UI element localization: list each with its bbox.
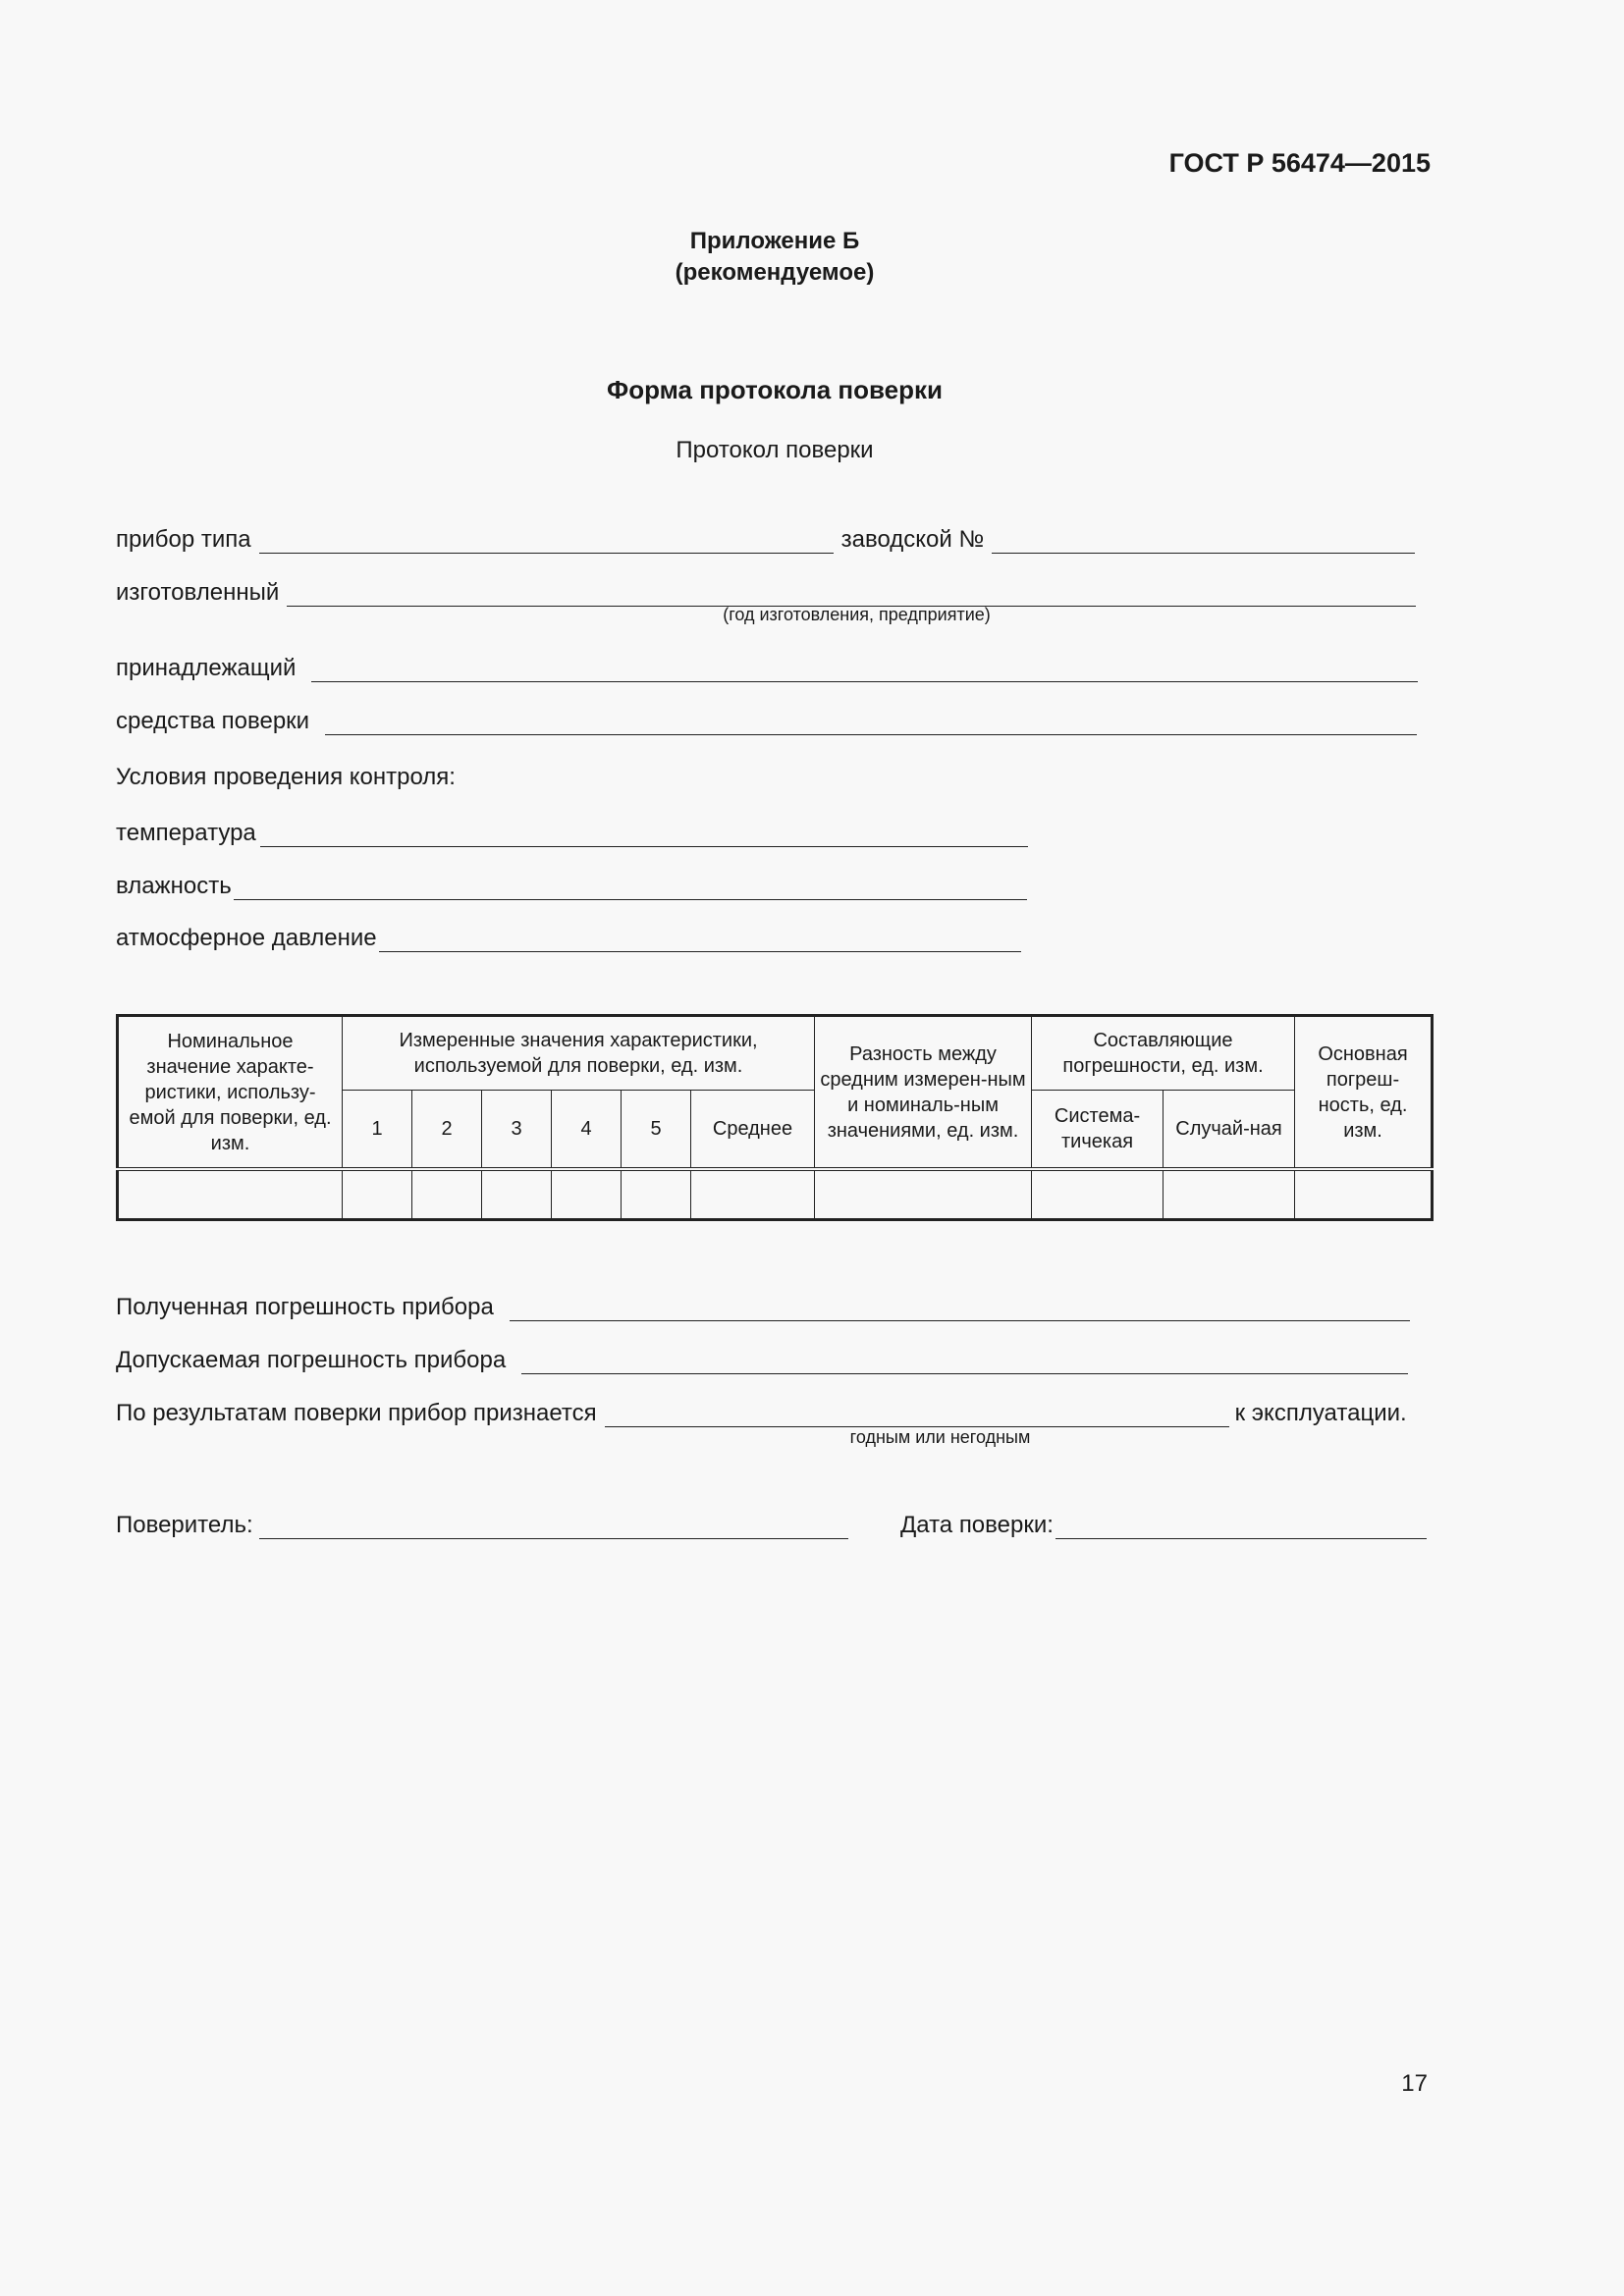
table-cell[interactable]	[1295, 1169, 1433, 1220]
verification-date-label: Дата поверки:	[900, 1512, 1054, 1538]
verification-means-row	[116, 706, 1417, 735]
verdict-caption: годным или негодным	[849, 1427, 1031, 1447]
obtained-error-label: Полученная погрешность прибора	[116, 1294, 494, 1320]
col-measurement-average: Среднее	[691, 1091, 815, 1170]
permissible-error-row	[116, 1345, 1408, 1374]
permissible-error-line[interactable]	[521, 1348, 1408, 1374]
table-cell[interactable]	[412, 1169, 482, 1220]
table-cell[interactable]	[343, 1169, 412, 1220]
annex-note: (рекомендуемое)	[675, 259, 875, 286]
table-row	[118, 1169, 1433, 1220]
protocol-title: Протокол поверки	[676, 437, 874, 463]
col-measured-values: Измеренные значения характеристики, используемой для поверки, ед. изм.	[343, 1016, 815, 1091]
temperature-line[interactable]	[260, 821, 1028, 847]
verdict-suffix: к эксплуатации.	[1234, 1400, 1407, 1426]
verification-date-line[interactable]	[1056, 1513, 1427, 1539]
permissible-error-label: Допускаемая погрешность прибора	[116, 1347, 507, 1373]
col-measurement-3: 3	[482, 1091, 552, 1170]
col-measurement-2: 2	[412, 1091, 482, 1170]
verification-means-line[interactable]	[325, 709, 1417, 735]
conditions-heading: Условия проведения контроля:	[116, 764, 456, 790]
annex-title: Приложение Б	[689, 228, 860, 254]
device-type-row	[116, 524, 1415, 554]
col-difference: Разность между средним измерен-ным и номиналь-ным значениями, ед. изм.	[815, 1016, 1032, 1170]
col-systematic-error: Система-тичекая	[1032, 1091, 1164, 1170]
table-cell[interactable]	[552, 1169, 622, 1220]
table-cell[interactable]	[622, 1169, 691, 1220]
table-cell[interactable]	[815, 1169, 1032, 1220]
manufactured-label: изготовленный	[116, 579, 280, 606]
table-cell[interactable]	[691, 1169, 815, 1220]
humidity-row	[116, 871, 1027, 900]
col-measurement-4: 4	[552, 1091, 622, 1170]
temperature-label: температура	[116, 820, 256, 846]
device-type-line[interactable]	[259, 527, 834, 554]
serial-number-label: заводской №	[840, 526, 985, 553]
pressure-label: атмосферное давление	[116, 925, 377, 951]
serial-number-line[interactable]	[992, 527, 1415, 554]
verifier-label: Поверитель:	[116, 1512, 253, 1538]
col-basic-error: Основная погреш-ность, ед. изм.	[1295, 1016, 1433, 1170]
owner-row	[116, 653, 1418, 682]
device-type-label: прибор типа	[116, 526, 251, 553]
verdict-line[interactable]	[605, 1401, 1229, 1427]
manufactured-line[interactable]	[287, 580, 1416, 607]
table-cell[interactable]	[118, 1169, 343, 1220]
verdict-row	[116, 1398, 1407, 1427]
owner-line[interactable]	[311, 656, 1418, 682]
humidity-line[interactable]	[234, 874, 1027, 900]
pressure-row	[116, 923, 1021, 952]
table-cell[interactable]	[1164, 1169, 1295, 1220]
table-cell[interactable]	[482, 1169, 552, 1220]
humidity-label: влажность	[116, 873, 232, 899]
temperature-row	[116, 818, 1028, 847]
col-measurement-5: 5	[622, 1091, 691, 1170]
pressure-line[interactable]	[379, 926, 1021, 952]
manufactured-row	[116, 577, 1416, 607]
owner-label: принадлежащий	[116, 655, 297, 681]
page-number: 17	[1401, 2070, 1428, 2097]
col-measurement-1: 1	[343, 1091, 412, 1170]
verifier-line[interactable]	[259, 1513, 848, 1539]
protocol-table	[116, 1014, 1434, 1221]
verification-means-label: средства поверки	[116, 708, 310, 734]
manufactured-caption: (год изготовления, предприятие)	[723, 605, 991, 624]
col-error-components: Составляющие погрешности, ед. изм.	[1032, 1016, 1295, 1091]
col-nominal-value: Номинальное значение характе-ристики, использу-емой для поверки, ед. изм.	[118, 1016, 343, 1170]
verification-date-row	[900, 1510, 1427, 1539]
standard-code: ГОСТ Р 56474—2015	[1168, 148, 1431, 178]
obtained-error-line[interactable]	[510, 1295, 1410, 1321]
col-random-error: Случай-ная	[1164, 1091, 1295, 1170]
verdict-prefix: По результатам поверки прибор признается	[116, 1400, 597, 1426]
table-cell[interactable]	[1032, 1169, 1164, 1220]
obtained-error-row	[116, 1292, 1410, 1321]
form-title: Форма протокола поверки	[607, 375, 943, 404]
verifier-row	[116, 1510, 848, 1539]
